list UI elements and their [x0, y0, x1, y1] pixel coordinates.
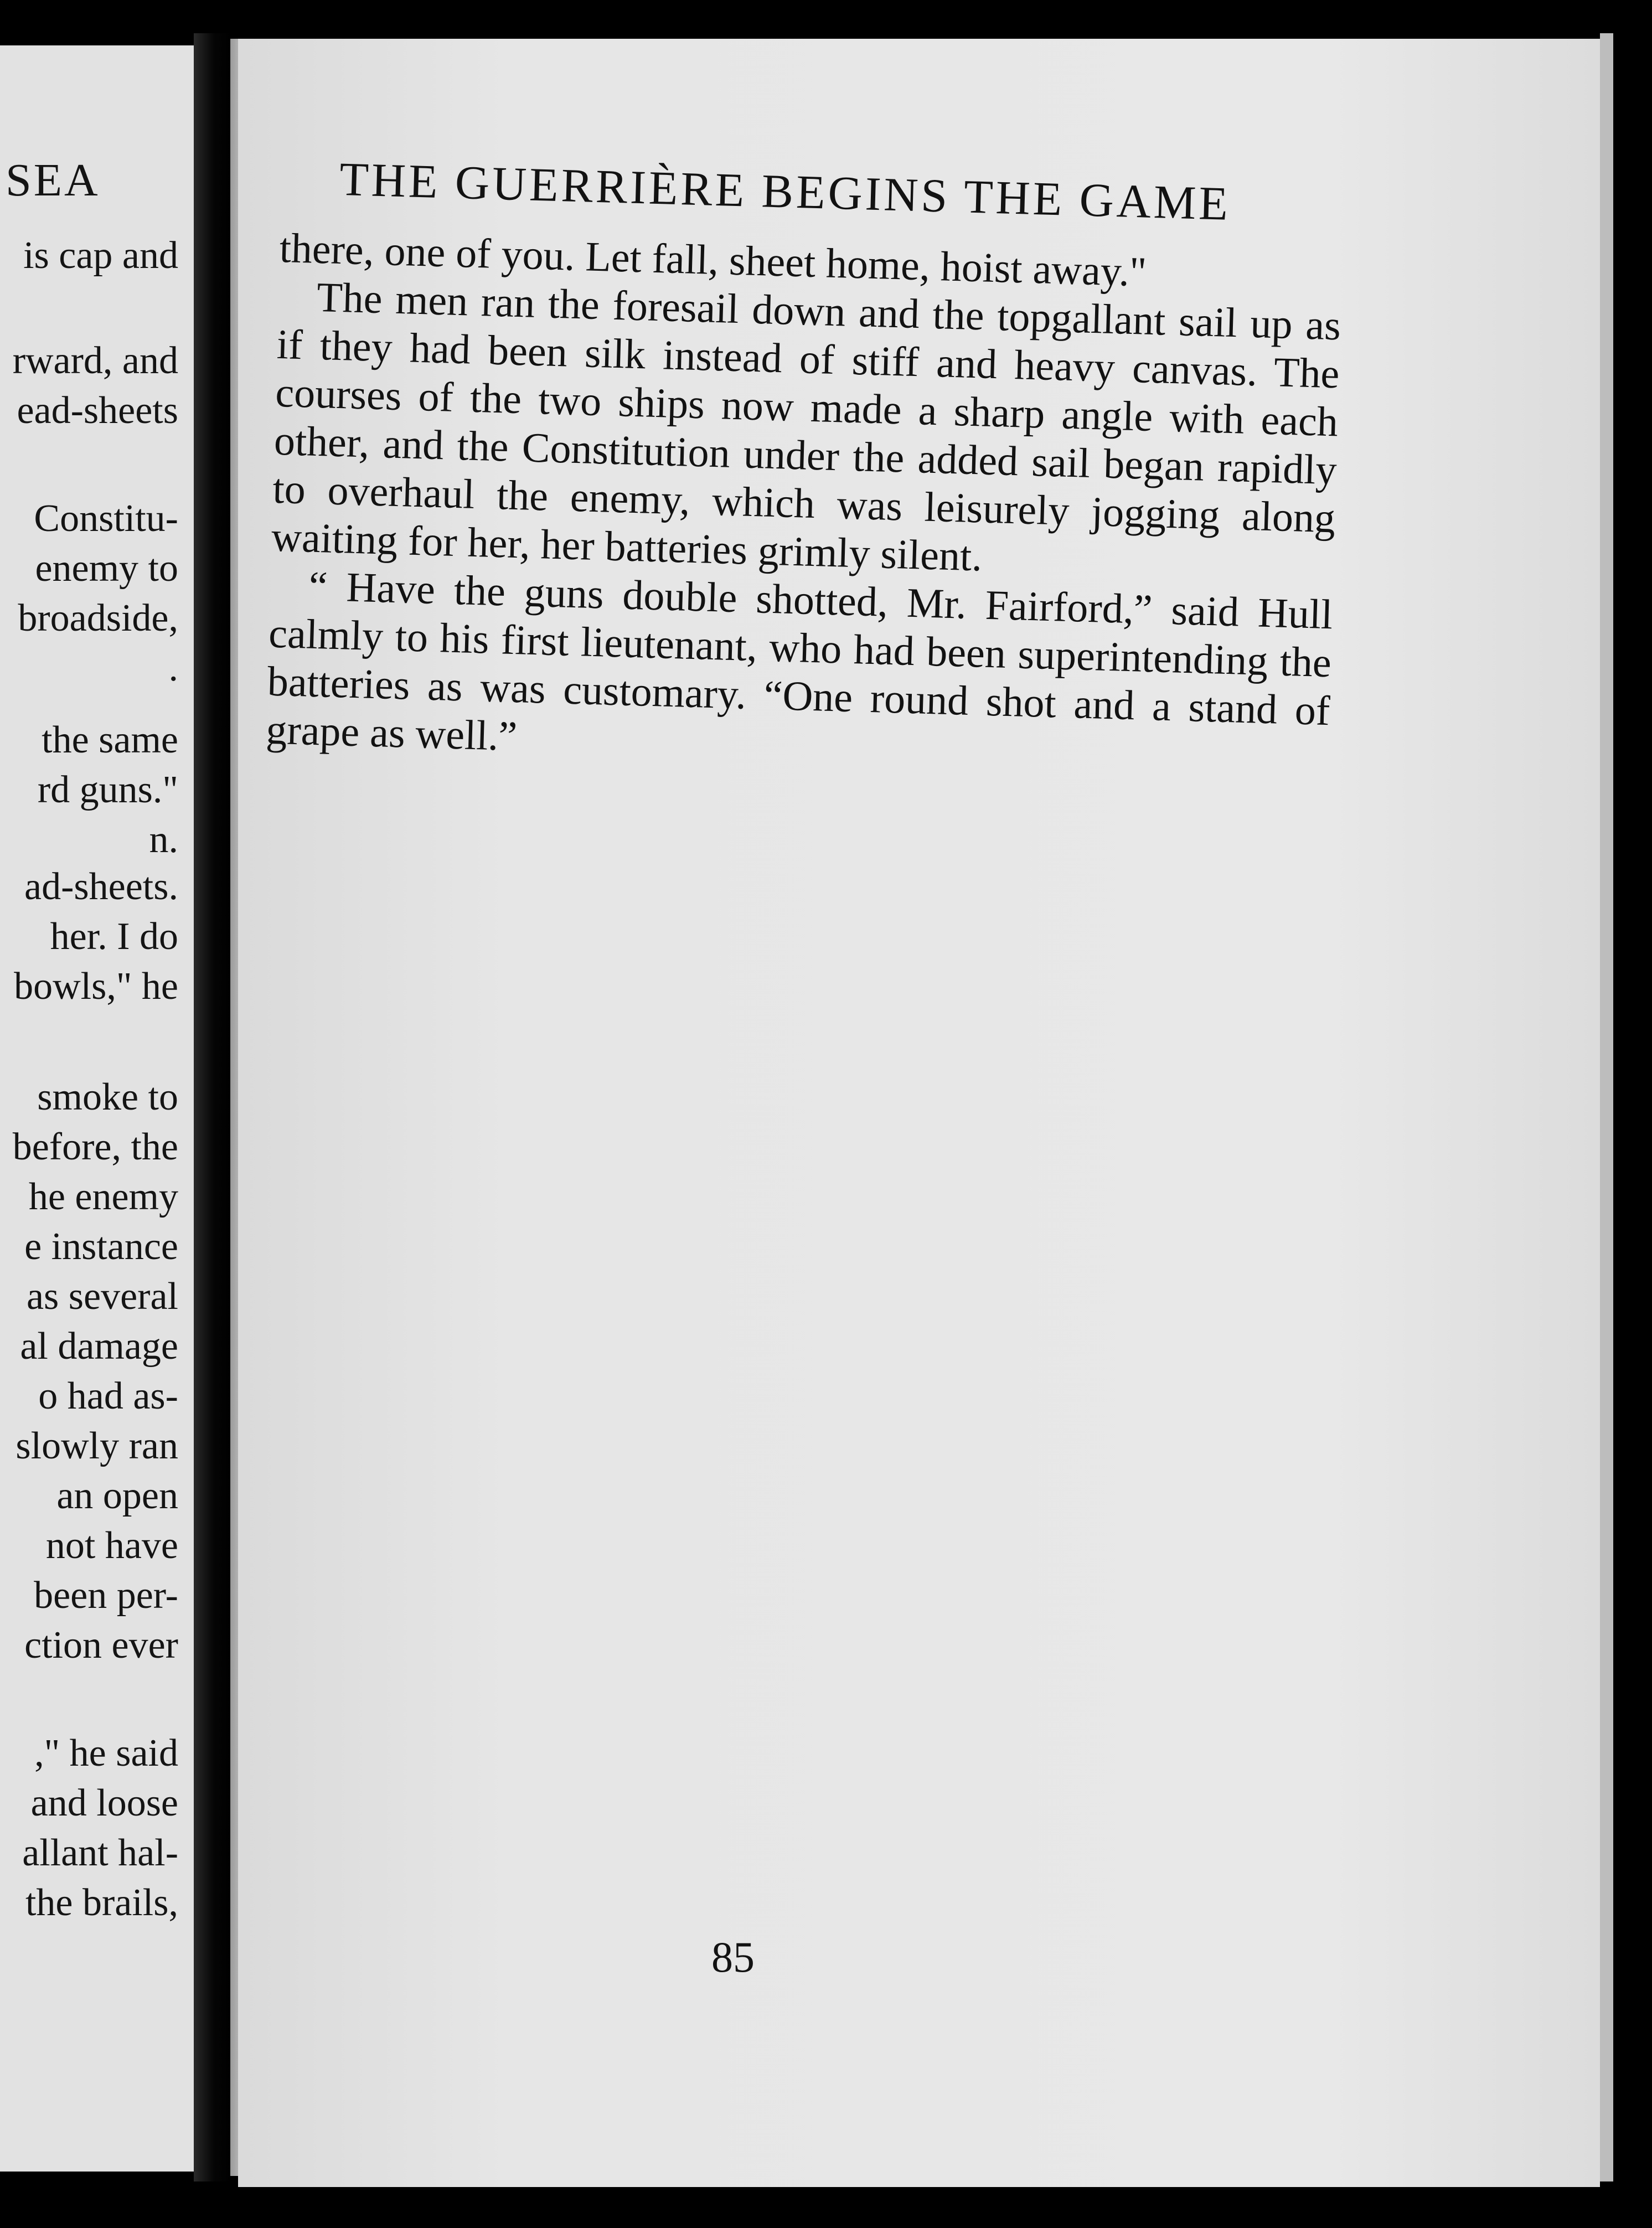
right-page [238, 39, 1600, 2187]
left-page-line: rd guns." [37, 769, 178, 811]
left-page-line: al damage [20, 1325, 178, 1368]
left-page-line: been per- [34, 1574, 178, 1617]
left-page-line: and loose [30, 1782, 178, 1824]
page-edge [1600, 33, 1613, 2181]
left-page-line: before, the [12, 1126, 178, 1168]
left-page-line: he enemy [28, 1175, 178, 1218]
body-text [265, 224, 1343, 783]
left-page-line: an open [56, 1474, 178, 1517]
left-page-line: the same [42, 719, 178, 761]
paragraph-1: there, one of you. Let fall, sheet home, hoist away." [278, 224, 1148, 296]
paragraph-2: The men ran the foresail down and the topgallant sail up as if they had been silk instead of stiff and heavy canvas. The courses of the two ships now made a sharp angle with each other, and the Constitution under the added sail began rapidly to overhaul the enemy, which was leisurely jogging along waiting for her, her batteries grimly silent. [271, 274, 1341, 580]
left-page-line: rward, and [12, 339, 178, 382]
left-page-line: o had as- [38, 1375, 178, 1417]
left-page-line: ction ever [24, 1624, 178, 1667]
left-page [0, 45, 194, 2172]
right-text-block [265, 147, 1345, 783]
left-page-line: e instance [24, 1225, 178, 1268]
left-page-line: bowls," he [14, 965, 178, 1008]
left-running-head: SEA [6, 154, 100, 206]
page-number: 85 [711, 1933, 755, 1981]
left-page-line: not have [45, 1524, 178, 1567]
left-page-line: enemy to [35, 547, 178, 590]
left-page-line: is cap and [23, 234, 178, 277]
left-page-line: the brails, [25, 1881, 178, 1924]
right-running-head: THE GUERRIÈRE BEGINS THE GAME [339, 152, 1232, 230]
left-page-line: her. I do [50, 915, 178, 958]
left-page-line: n. [149, 818, 178, 861]
left-page-line: ," he said [34, 1732, 178, 1775]
left-page-line: ead-sheets [17, 389, 178, 432]
left-page-line: smoke to [37, 1076, 178, 1118]
left-page-line: ad-sheets. [24, 865, 178, 908]
book-spine [194, 33, 230, 2181]
left-page-line: Constitu- [34, 497, 178, 540]
left-page-line: slowly ran [16, 1425, 178, 1467]
left-page-line: . [168, 647, 178, 689]
left-page-line: as several [26, 1275, 178, 1318]
paragraph-3: “ Have the guns double shotted, Mr. Fairford,” said Hull calmly to his first lieutenant, who had been superintending the batteries as was customary. “One round shot and a stand of grape as well.” [265, 563, 1334, 760]
left-page-line: allant hal- [22, 1832, 178, 1874]
left-page-line: broadside, [18, 597, 178, 639]
